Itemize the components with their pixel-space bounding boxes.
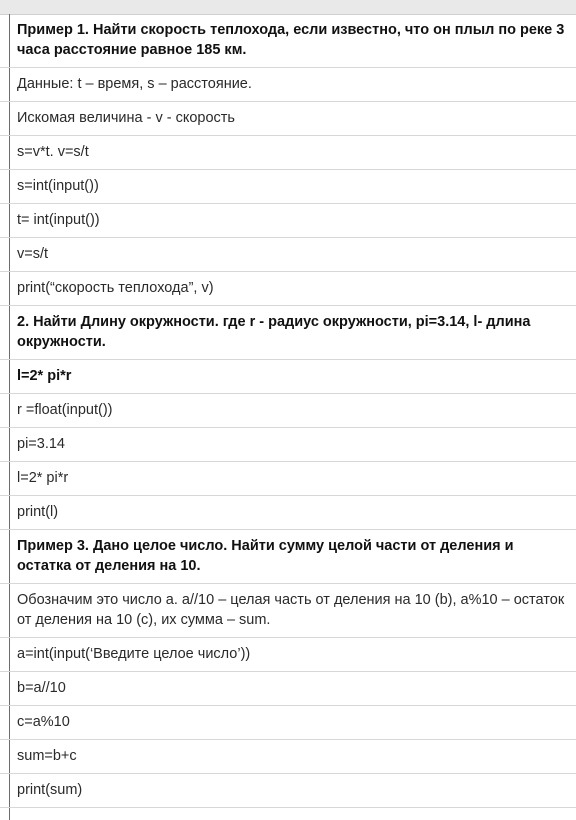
- row-unknown-value: Искомая величина - v - скорость: [0, 102, 576, 136]
- top-bar: [0, 0, 576, 15]
- row-code-line: l=2* pi*r: [0, 462, 576, 496]
- row-formula-bold: l=2* pi*r: [0, 360, 576, 394]
- row-code-line: print(sum): [0, 774, 576, 808]
- row-code-line: print(“скорость теплохода”, v): [0, 272, 576, 306]
- row-code-line: b=a//10: [0, 672, 576, 706]
- row-explanation: Обозначим это число a. a//10 – целая часть от деления на 10 (b), a%10 – остаток от деления на 10 (c), их сумма – sum.: [0, 584, 576, 638]
- row-given-data: Данные: t – время, s – расстояние.: [0, 68, 576, 102]
- row-code-line: r =float(input()): [0, 394, 576, 428]
- row-title-example-3: Пример 3. Дано целое число. Найти сумму целой части от деления и остатка от деления на 10.: [0, 530, 576, 584]
- row-title-example-2: 2. Найти Длину окружности. где r - радиус окружности, pi=3.14, l- длина окружности.: [0, 306, 576, 360]
- row-formula: s=v*t. v=s/t: [0, 136, 576, 170]
- row-code-line: s=int(input()): [0, 170, 576, 204]
- row-code-line: c=a%10: [0, 706, 576, 740]
- row-code-line: sum=b+c: [0, 740, 576, 774]
- row-code-line: t= int(input()): [0, 204, 576, 238]
- row-code-line: pi=3.14: [0, 428, 576, 462]
- row-code-line: print(l): [0, 496, 576, 530]
- document-rows: [0, 14, 576, 808]
- row-code-line: v=s/t: [0, 238, 576, 272]
- row-code-line: a=int(input(‘Введите целое число’)): [0, 638, 576, 672]
- row-title-example-1: Пример 1. Найти скорость теплохода, если известно, что он плыл по реке 3 часа расстояние равное 185 км.: [0, 14, 576, 68]
